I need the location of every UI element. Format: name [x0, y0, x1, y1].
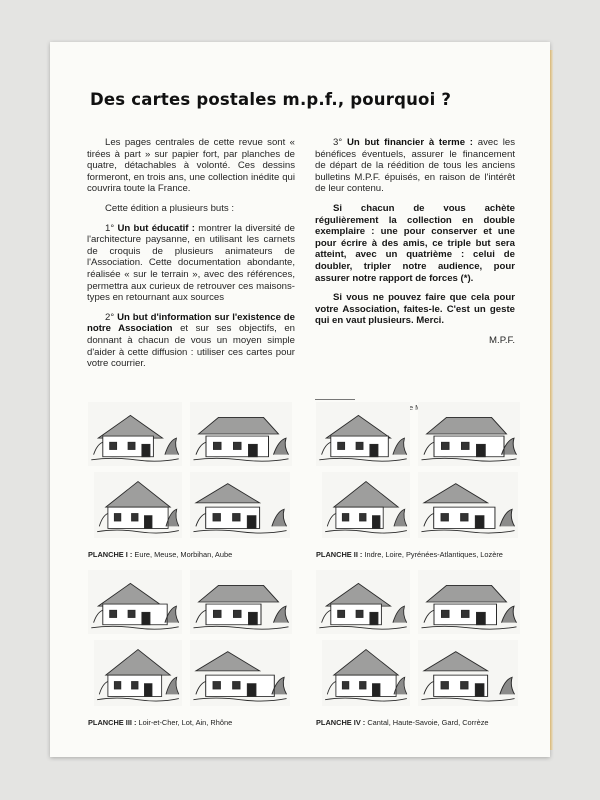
plate-regions: Cantal, Haute-Savoie, Gard, Corrèze — [367, 718, 489, 727]
house-sketch — [418, 472, 518, 538]
house-sketch — [316, 570, 410, 634]
plate-regions: Loir-et-Cher, Lot, Ain, Rhône — [138, 718, 233, 727]
plate-label: PLANCHE IV : — [316, 718, 368, 727]
page-edge — [550, 50, 553, 750]
plate-caption — [88, 718, 232, 727]
house-sketch — [322, 472, 410, 538]
house-sketch — [190, 570, 292, 634]
house-sketch — [190, 472, 290, 538]
house-sketch — [88, 570, 182, 634]
purchase-paragraph: Si chacun de vous achète régulièrement la collection en double exemplaire : une pour conserver et une pour écrire à des amis, ce triple but sera atteint, avec un quatrième : celui de doubler, tripler notre audience, pour assurer notre rapport de forces (*). — [315, 202, 515, 284]
house-sketch — [418, 402, 520, 466]
page-content — [50, 42, 550, 757]
plate-regions: Eure, Meuse, Morbihan, Aube — [134, 550, 233, 559]
plate-label: PLANCHE III : — [88, 718, 139, 727]
house-sketch — [418, 570, 520, 634]
signature: M.P.F. — [489, 334, 515, 346]
plate-label: PLANCHE I : — [88, 550, 135, 559]
plate-label: PLANCHE II : — [316, 550, 365, 559]
appeal-paragraph: Si vous ne pouvez faire que cela pour votre Association, faites-le. C'est un geste qui en vaut plusieurs. Merci. — [315, 292, 515, 327]
goals-intro: Cette édition a plusieurs buts : — [105, 202, 235, 214]
goal-information: 2° Un but d'information sur l'existence de notre Association et sur ses objectifs, en donnant à chacun de vous un moyen simple d'aider à cette diffusion : utiliser ces cartes pour votre courrier. — [87, 311, 296, 370]
house-sketch — [190, 640, 290, 706]
goal-information-heading: Un but d'information sur l'existence de notre Association — [87, 311, 295, 335]
page-title: Des cartes postales m.p.f., pourquoi ? — [90, 90, 452, 109]
house-sketch — [316, 402, 410, 466]
plate-caption — [316, 718, 489, 727]
plate-caption — [316, 550, 503, 559]
plate-caption — [88, 550, 232, 559]
goal-educational: 1° Un but éducatif : montrer la diversité de l'architecture paysanne, en utilisant les carnets de croquis de plusieurs animateurs de l'Association. Cette documentation abondante, réalisée « sur le terrain », avec des références, permettra aux curieux de retrouver ces maisons-types en retournant aux sources — [87, 222, 295, 304]
house-sketch — [322, 640, 410, 706]
house-sketch — [94, 640, 182, 706]
goal-educational-heading: Un but éducatif : — [117, 222, 195, 234]
left-column — [87, 137, 295, 378]
intro-paragraph: Les pages centrales de cette revue sont « tirées à part » sur papier fort, par planches de quatre, détachables à volonté. Ces dessins formeront, en trois ans, une collection inédite qui couvrira toute la France. — [87, 137, 295, 195]
house-sketch — [88, 402, 182, 466]
goal-financial: 3° Un but financier à terme : avec les bénéfices éventuels, assurer le financement de départ de la réédition de tous les anciens bulletins M.P.F. épuisés, en raison de l'intérêt de leur contenu. — [315, 137, 516, 195]
house-sketch — [94, 472, 182, 538]
house-sketch — [190, 402, 292, 466]
right-column — [315, 137, 515, 355]
house-sketch — [418, 640, 518, 706]
plate-regions: Indre, Loire, Pyrénées-Atlantiques, Lozère — [364, 550, 503, 559]
footnote-rule — [315, 399, 355, 400]
goal-financial-heading: Un but financier à terme : — [346, 137, 473, 148]
